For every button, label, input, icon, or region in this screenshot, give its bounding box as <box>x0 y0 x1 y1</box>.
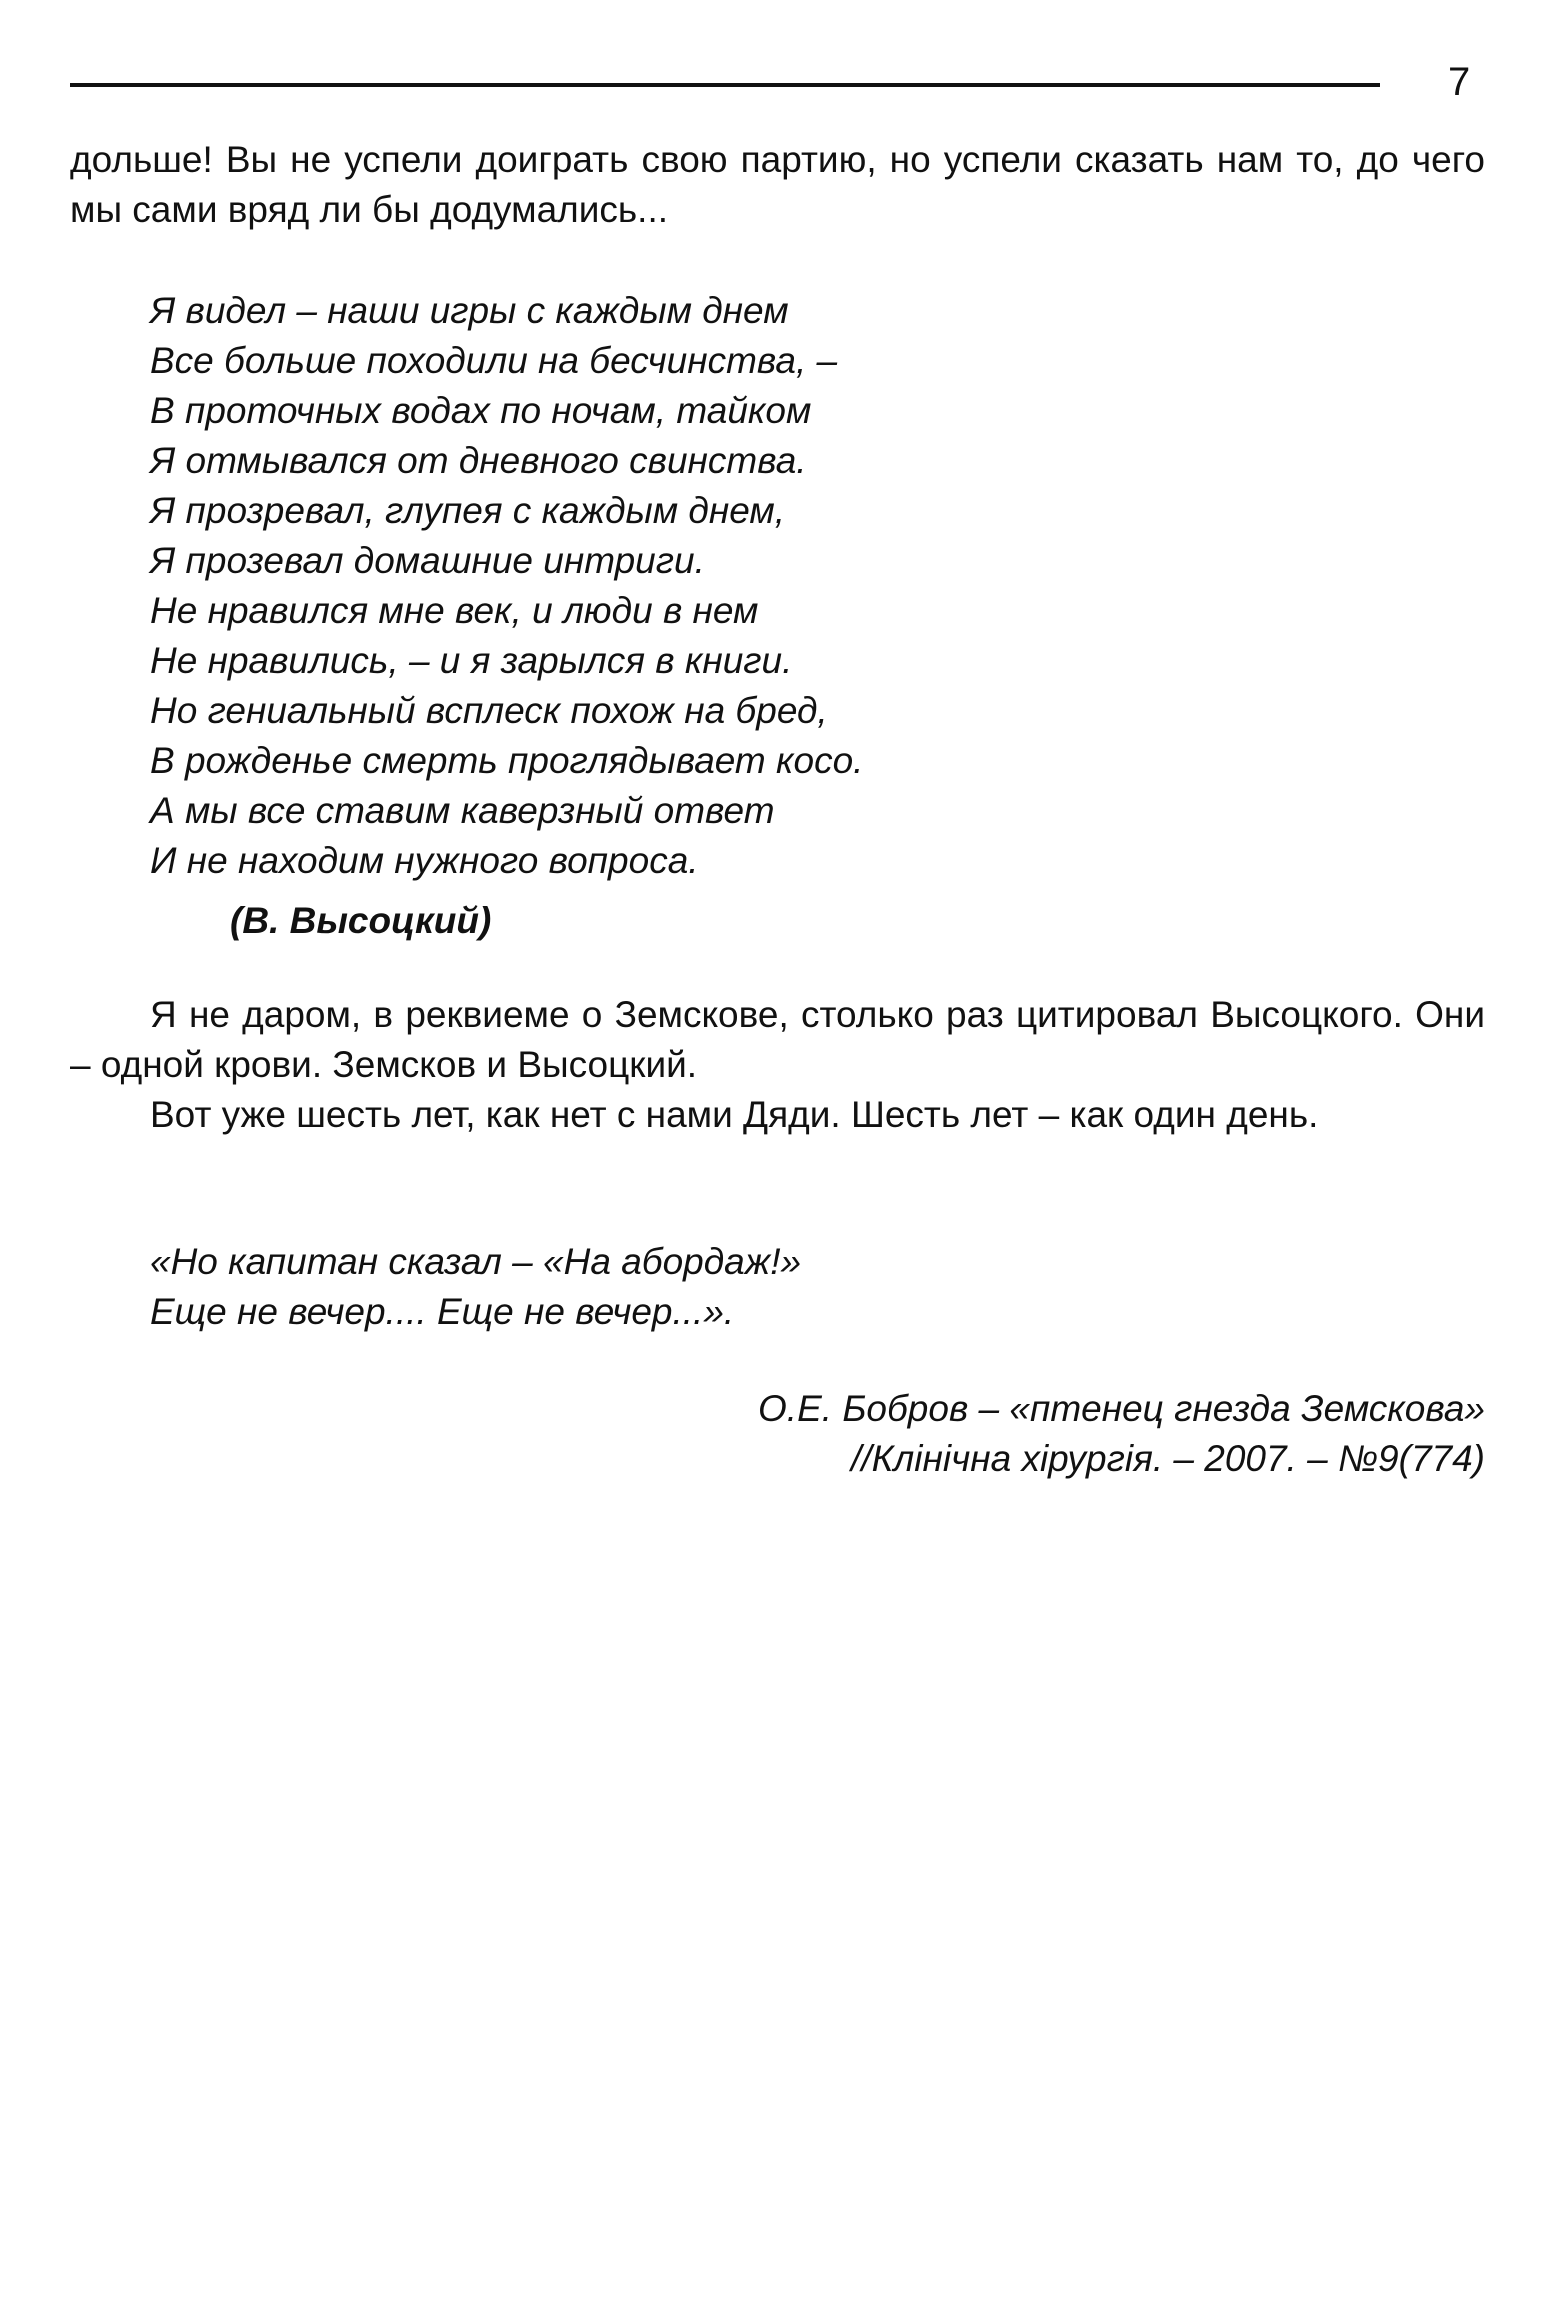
body-text <box>70 990 1485 1140</box>
poem-line: Я отмывался от дневного свинства. <box>150 440 807 481</box>
poem-line: А мы все ставим каверзный ответ <box>150 790 775 831</box>
poem-line: Я видел – наши игры с каждым днем <box>150 290 789 331</box>
poem-line: Я прозревал, глупея с каждым днем, <box>150 490 786 531</box>
poem-line: В рожденье смерть проглядывает косо. <box>150 740 864 781</box>
poem-line: Но гениальный всплеск похож на бред, <box>150 690 828 731</box>
body-paragraph: Я не даром, в реквиеме о Земскове, столько раз цитировал Высоцкого. Они – одной крови. Земсков и Высоцкий. <box>70 994 1485 1085</box>
poem-line: Я прозевал домашние интриги. <box>150 540 705 581</box>
header-rule <box>70 83 1380 87</box>
poem-vysotsky <box>150 286 1450 886</box>
quote-line: Еще не вечер.... Еще не вечер...». <box>150 1291 735 1332</box>
poem-line: В проточных водах по ночам, тайком <box>150 390 812 431</box>
poem-line: Не нравился мне век, и люди в нем <box>150 590 759 631</box>
body-paragraph: Вот уже шесть лет, как нет с нами Дяди. Шесть лет – как один день. <box>150 1094 1319 1135</box>
page-number: 7 <box>1448 60 1471 104</box>
poem-line: И не находим нужного вопроса. <box>150 840 699 881</box>
signature-block <box>758 1384 1485 1484</box>
quote-block <box>150 1237 1450 1337</box>
intro-text <box>70 135 1485 235</box>
quote-line: «Но капитан сказал – «На абордаж!» <box>150 1241 802 1282</box>
poem-author: (В. Высоцкий) <box>230 900 492 941</box>
signature-author: О.Е. Бобров – «птенец гнезда Земскова» <box>758 1388 1485 1429</box>
poem-line: Все больше походили на бесчинства, – <box>150 340 838 381</box>
poem-line: Не нравились, – и я зарылся в книги. <box>150 640 793 681</box>
intro-paragraph: дольше! Вы не успели доиграть свою партию, но успели сказать нам то, до чего мы сами вряд ли бы додумались... <box>70 139 1485 230</box>
signature-source: //Клінічна хірургія. – 2007. – №9(774) <box>851 1438 1485 1479</box>
